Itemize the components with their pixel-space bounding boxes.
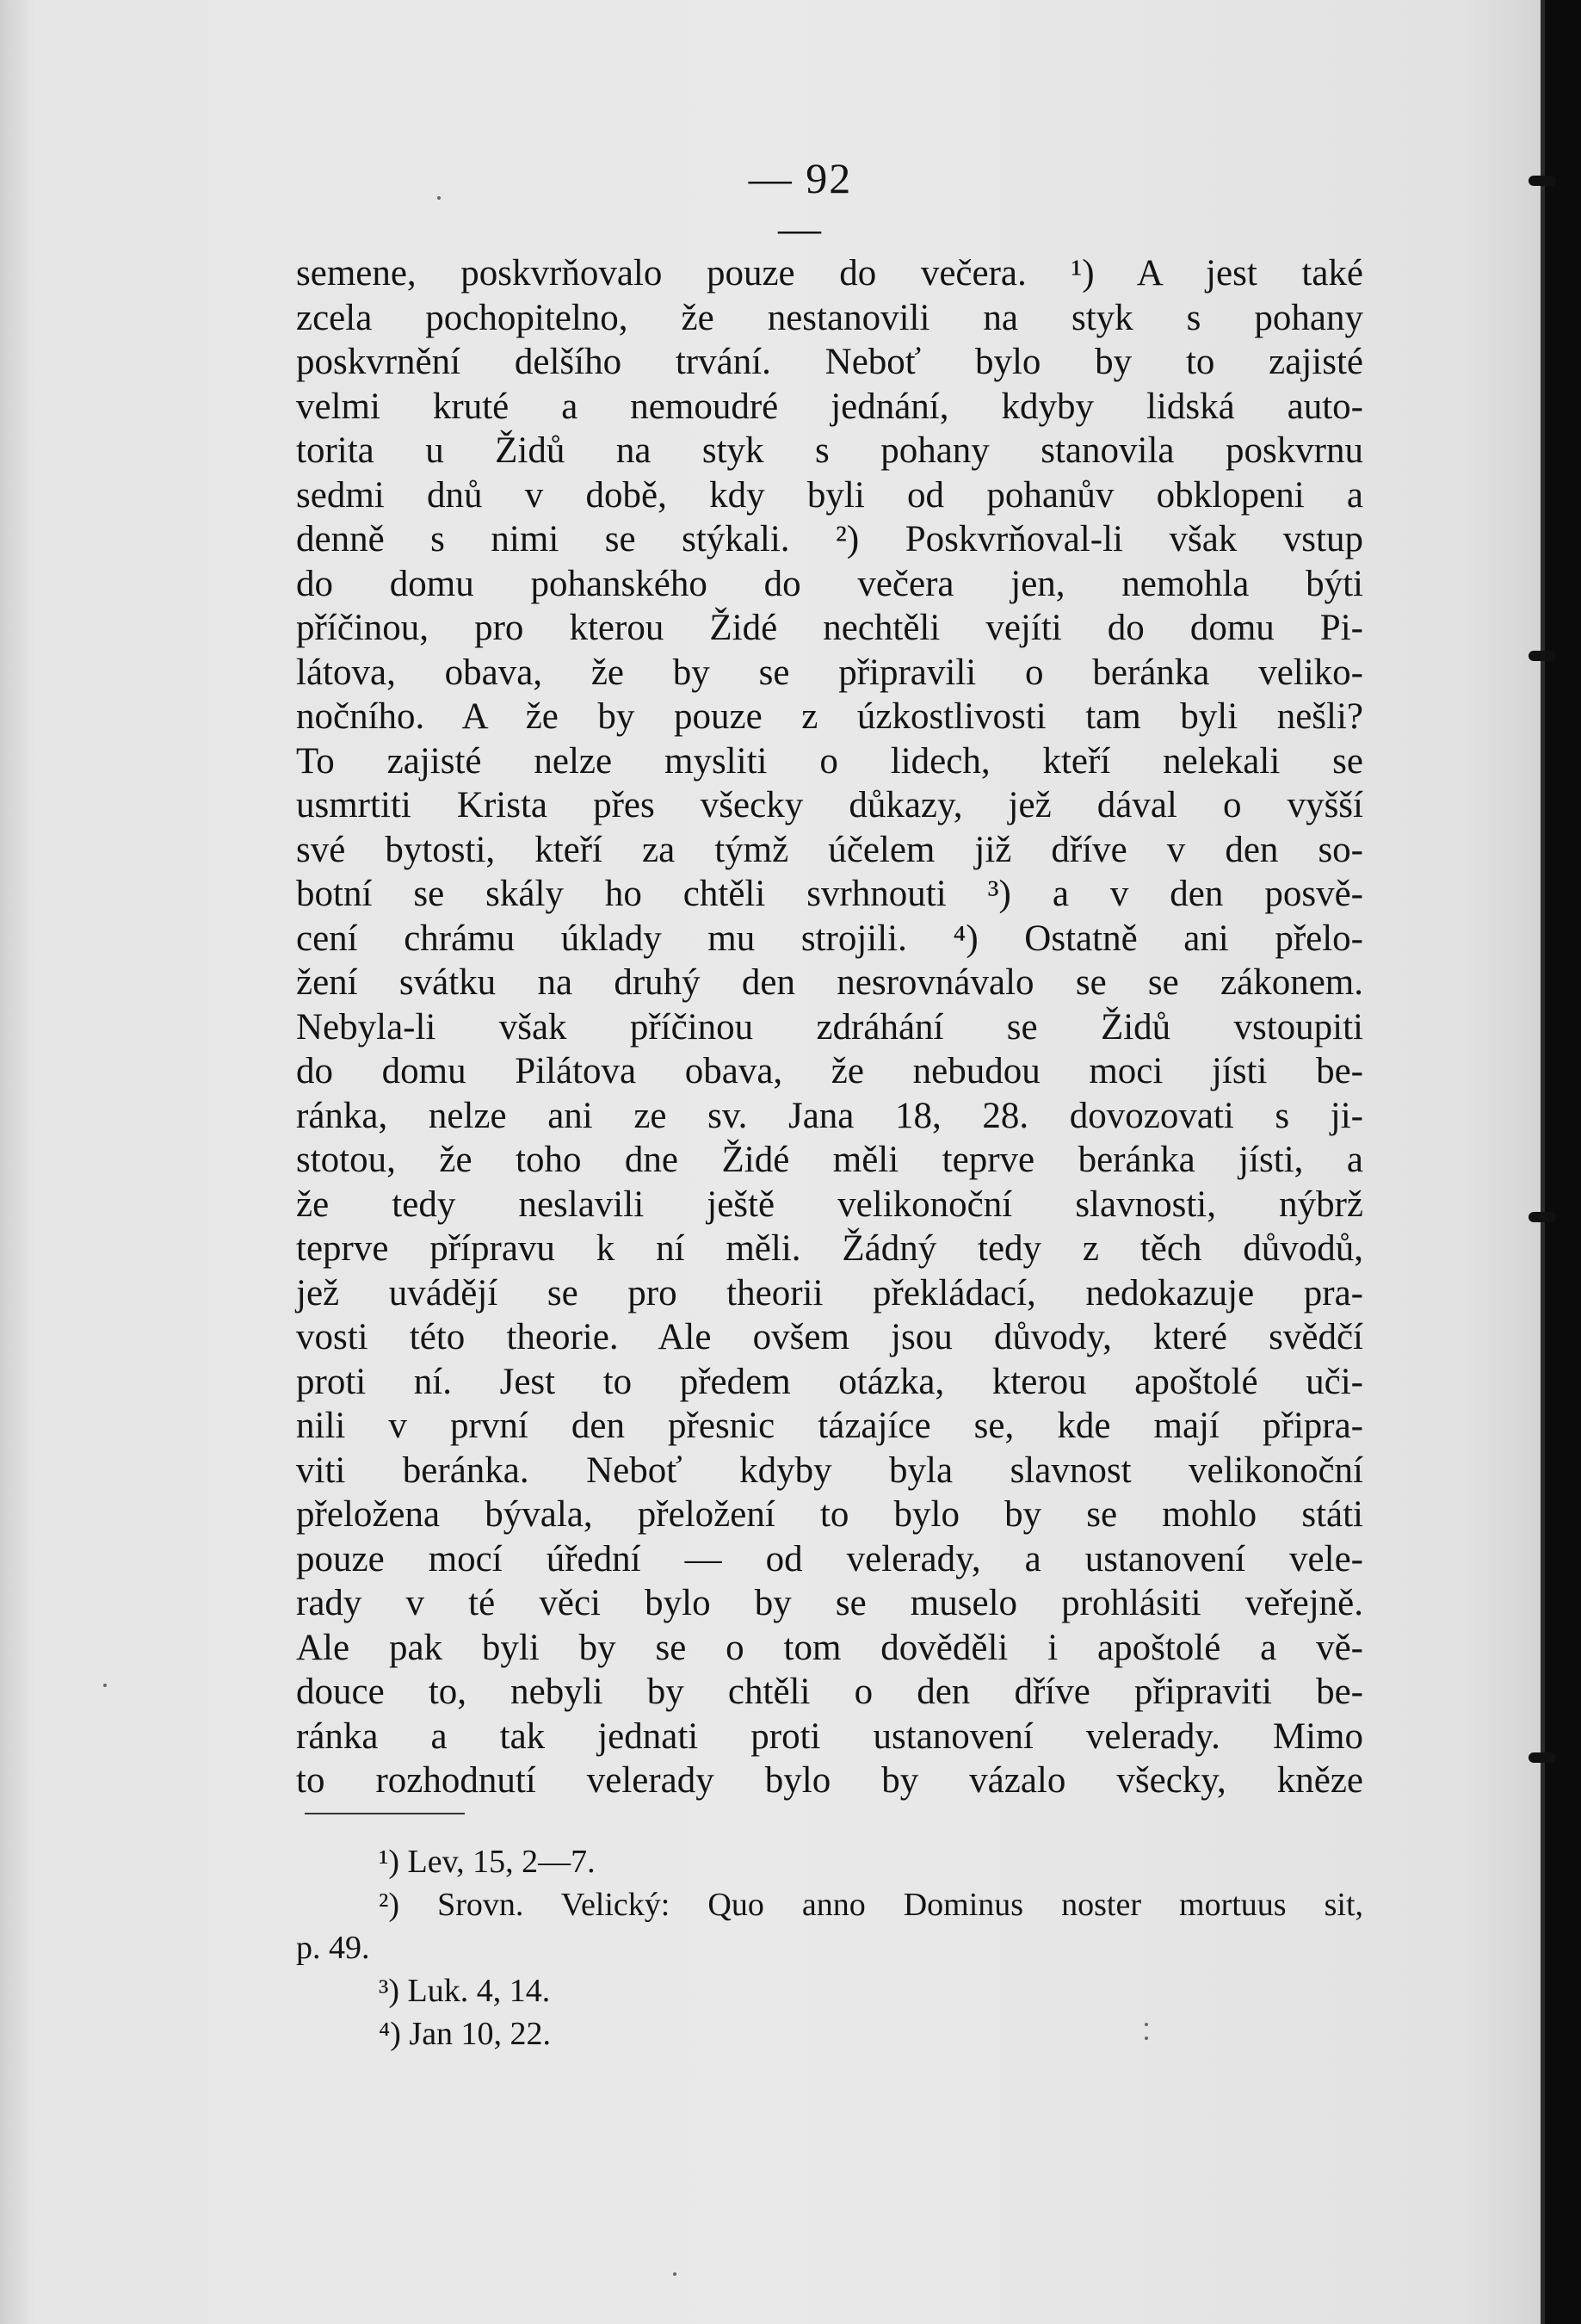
text-line: stotou, že toho dne Židé měli teprve beránka jísti, a bbox=[296, 1140, 1363, 1180]
text-line: ránka, nelze ani ze sv. Jana 18, 28. dovozovati s ji- bbox=[296, 1095, 1363, 1136]
footnote: ²) Srovn. Velický: Quo anno Dominus noster mortuus sit, bbox=[379, 1887, 1363, 1923]
text-line: že tedy neslavili ještě velikonoční slavnosti, nýbrž bbox=[296, 1184, 1363, 1225]
binding-mark bbox=[1529, 1212, 1556, 1222]
binding-mark bbox=[1529, 176, 1556, 186]
footnote: ¹) Lev, 15, 2—7. bbox=[379, 1844, 596, 1880]
text-line: douce to, nebyli by chtěli o den dříve připraviti be- bbox=[296, 1672, 1363, 1712]
text-line: zcela pochopitelno, že nestanovili na styk s pohany bbox=[296, 297, 1363, 338]
text-line: Nebyla-li však příčinou zdráhání se Židů vstoupiti bbox=[296, 1006, 1363, 1048]
text-line: poskvrnění delšího trvání. Neboť bylo by to zajisté bbox=[296, 342, 1363, 382]
text-line: botní se skály ho chtěli svrhnouti ³) a v den posvě- bbox=[296, 874, 1363, 914]
paper-speck bbox=[437, 196, 441, 200]
text-line: vosti této theorie. Ale ovšem jsou důvody, které svědčí bbox=[296, 1317, 1363, 1357]
text-line: usmrtiti Krista přes všecky důkazy, jež dával o vyšší bbox=[296, 785, 1363, 825]
binding-mark bbox=[1529, 1752, 1556, 1763]
text-line: cení chrámu úklady mu strojili. ⁴) Ostatně ani přelo- bbox=[296, 918, 1363, 959]
text-line: denně s nimi se stýkali. ²) Poskvrňoval-li však vstup bbox=[296, 519, 1363, 559]
body-text bbox=[296, 251, 1363, 1803]
text-line: To zajisté nelze mysliti o lidech, kteří nelekali se bbox=[296, 740, 1363, 782]
text-line: nočního. A že by pouze z úzkostlivosti tam byli nešli? bbox=[296, 696, 1363, 737]
page-number: — 92 — bbox=[748, 154, 853, 252]
book-spine bbox=[1545, 0, 1581, 2324]
text-line: žení svátku na druhý den nesrovnávalo se se zákonem. bbox=[296, 962, 1363, 1003]
text-line: své bytosti, kteří za týmž účelem již dříve v den so- bbox=[296, 829, 1363, 870]
text-line: sedmi dnů v době, kdy byli od pohanův obklopeni a bbox=[296, 474, 1363, 516]
text-line: viti beránka. Neboť kdyby byla slavnost velikonoční bbox=[296, 1449, 1363, 1491]
text-line: do domu Pilátova obava, že nebudou moci jísti be- bbox=[296, 1051, 1363, 1091]
footnote: ³) Luk. 4, 14. bbox=[379, 1973, 551, 2009]
text-line: Ale pak byli by se o tom dověděli i apoštolé a vě- bbox=[296, 1627, 1363, 1668]
footnote: ⁴) Jan 10, 22. bbox=[379, 2016, 552, 2052]
paper-speck bbox=[673, 2272, 676, 2276]
text-line: velmi kruté a nemoudré jednání, kdyby lidská auto- bbox=[296, 386, 1363, 427]
text-line: do domu pohanského do večera jen, nemohla býti bbox=[296, 563, 1363, 604]
text-line: rady v té věci bylo by se muselo prohlásiti veřejně. bbox=[296, 1583, 1363, 1623]
text-line: to rozhodnutí velerady bylo by vázalo všecky, kněze bbox=[296, 1760, 1363, 1801]
paper-speck bbox=[103, 1684, 107, 1687]
text-line: torita u Židů na styk s pohany stanovila poskvrnu bbox=[296, 430, 1363, 471]
text-line: pouze mocí úřední — od velerady, a ustanovení vele- bbox=[296, 1538, 1363, 1579]
text-line: semene, poskvrňovalo pouze do večera. ¹) A jest také bbox=[296, 253, 1363, 294]
footnote-continuation: p. 49. bbox=[296, 1930, 370, 1966]
text-line: přeložena bývala, přeložení to bylo by se mohlo státi bbox=[296, 1494, 1363, 1535]
text-line: proti ní. Jest to předem otázka, kterou apoštolé uči- bbox=[296, 1361, 1363, 1402]
footnotes bbox=[296, 1840, 1363, 2055]
binding-mark bbox=[1529, 651, 1556, 661]
text-line: jež uvádějí se pro theorii překládací, nedokazuje pra- bbox=[296, 1272, 1363, 1313]
text-line: ránka a tak jednati proti ustanovení velerady. Mimo bbox=[296, 1715, 1363, 1757]
footnote-separator bbox=[305, 1813, 465, 1814]
text-line: látova, obava, že by se připravili o beránka veliko- bbox=[296, 652, 1363, 693]
text-line: příčinou, pro kterou Židé nechtěli vejíti do domu Pi- bbox=[296, 608, 1363, 648]
text-line: teprve přípravu k ní měli. Žádný tedy z těch důvodů, bbox=[296, 1228, 1363, 1269]
text-line: nili v první den přesnic tázajíce se, kde mají připra- bbox=[296, 1406, 1363, 1446]
